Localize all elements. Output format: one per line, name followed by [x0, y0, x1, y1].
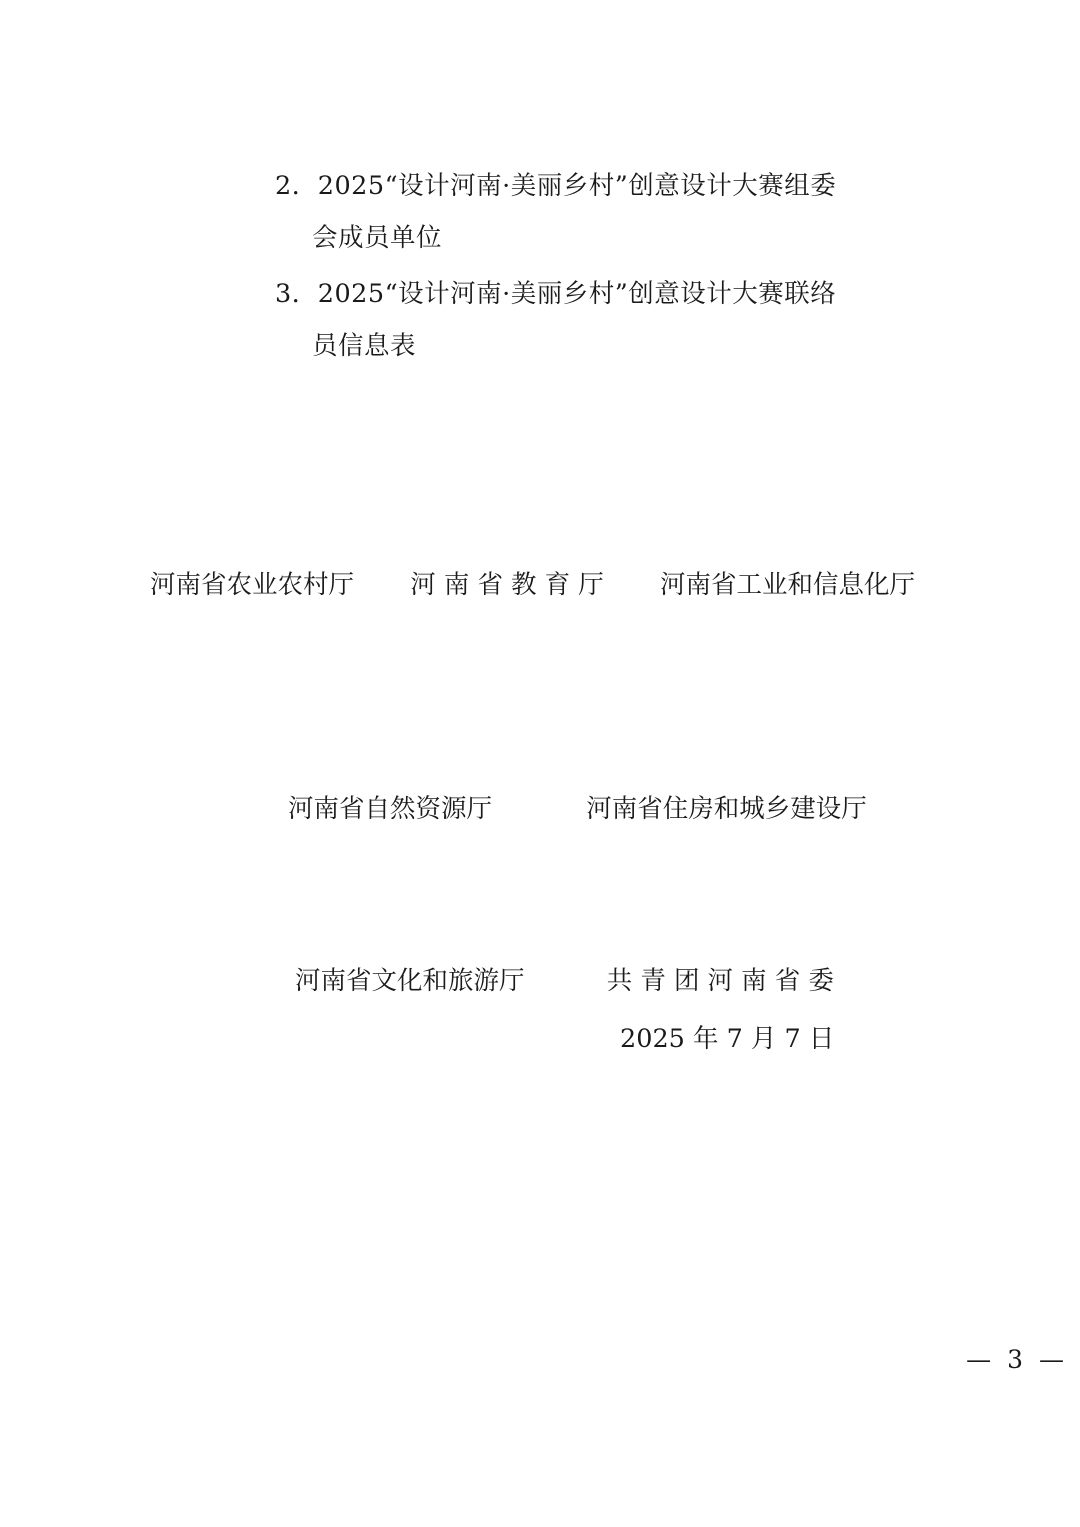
list-item [0, 268, 1080, 376]
signature-industry-it-department: 河南省工业和信息化厅 [659, 570, 915, 600]
signature-housing-urban-rural-department: 河南省住房和城乡建设厅 [586, 794, 867, 824]
signature-row-1 [0, 568, 1080, 602]
footer-dash-left: — [966, 1345, 994, 1374]
page-number: 3 [1007, 1345, 1025, 1374]
attachment-list [0, 160, 1080, 376]
attachment-2-line-1: 2．2025“设计河南·美丽乡村”创意设计大赛组委 [275, 171, 837, 201]
signature-row-2 [0, 792, 1080, 826]
signature-communist-youth-league: 共 青 团 河 南 省 委 [606, 966, 834, 996]
footer-dash-right: — [1039, 1345, 1066, 1374]
signature-agriculture-department: 河南省农业农村厅 [150, 570, 355, 600]
attachment-3-line-1: 3．2025“设计河南·美丽乡村”创意设计大赛联络 [275, 279, 837, 309]
page-footer [0, 1345, 1080, 1374]
signature-date: 2025 年 7 月 7 日 [620, 1024, 835, 1054]
list-item [0, 160, 1080, 268]
signature-culture-tourism-department: 河南省文化和旅游厅 [295, 966, 525, 996]
signature-row-3 [0, 964, 1080, 998]
signature-education-department: 河 南 省 教 育 厅 [410, 570, 604, 600]
attachment-3-line-2: 员信息表 [312, 331, 417, 361]
attachment-2-line-2: 会成员单位 [312, 223, 443, 253]
signature-natural-resources-department: 河南省自然资源厅 [288, 794, 493, 824]
